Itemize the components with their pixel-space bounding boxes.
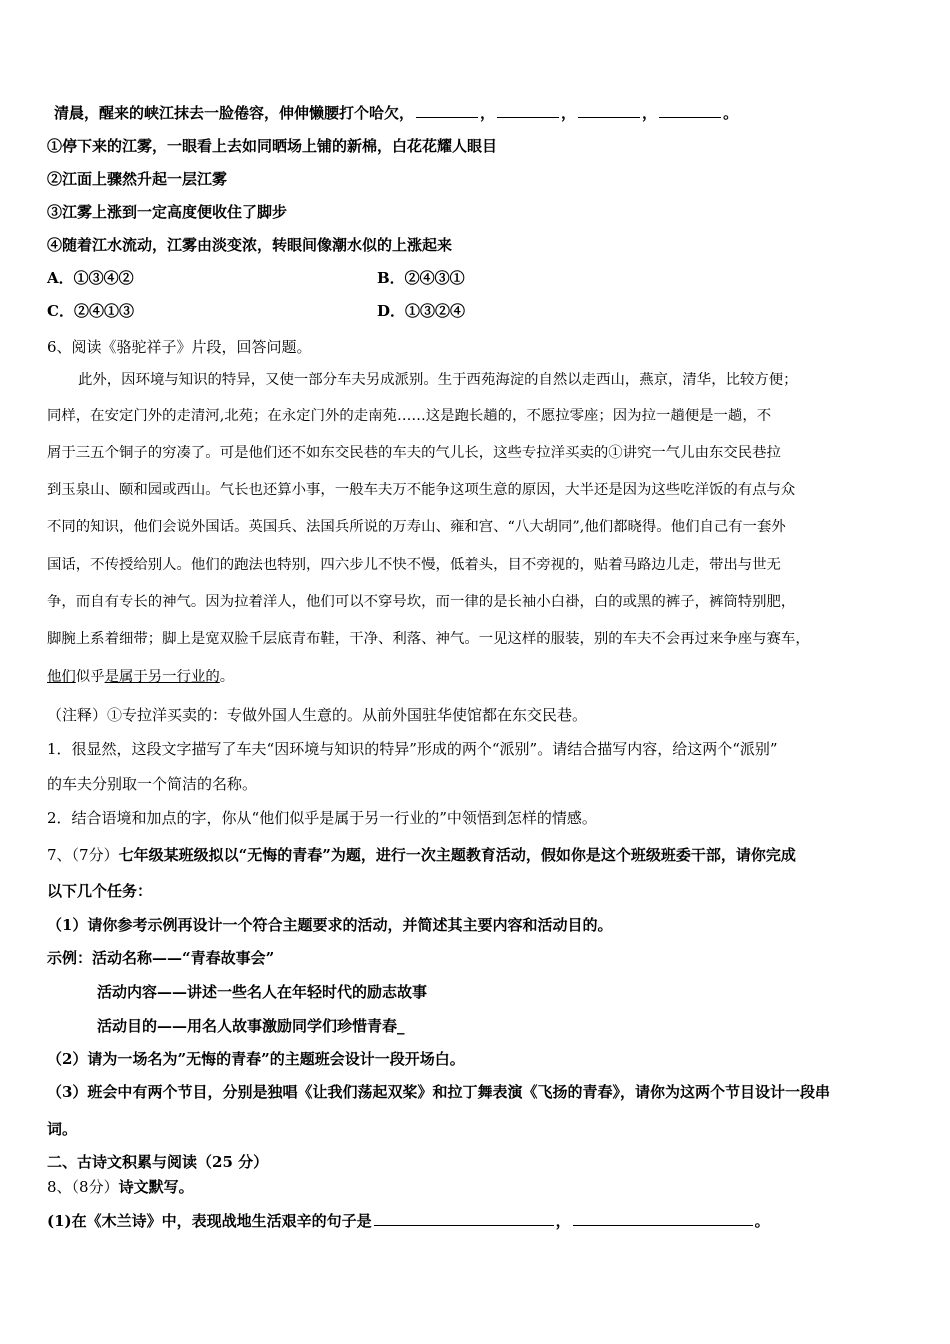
- section-2-title: 二、古诗文积累与阅读（25 分）: [47, 1153, 269, 1171]
- q6-passage-line: 争，而自有专长的神气。因为拉着洋人，他们可以不穿号坎，而一律的是长袖小白褂，白的或黑的裤子，裤筒特别肥，: [47, 594, 796, 610]
- q5-blank-1[interactable]: [416, 103, 478, 118]
- q8-sub1-text: (1)在《木兰诗》中，表现战地生活艰辛的句子是: [47, 1212, 372, 1230]
- q6-underlined-they: 他们: [47, 669, 76, 685]
- q5-item-1: ①停下来的江雾，一眼看上去如同晒场上铺的新棉，白花花耀人眼目: [47, 137, 498, 155]
- q7-line2: 以下几个任务：: [47, 882, 153, 900]
- q7-example-name: 活动名称——“青春故事会”: [92, 949, 275, 967]
- q7-task1: （1）请你参考示例再设计一个符合主题要求的活动，并简述其主要内容和活动目的。: [47, 916, 613, 934]
- q6-passage-line: 此外，因环境与知识的特异，又使一部分车夫另成派别。生于西苑海淀的自然以走西山，燕京，清华，比较方便；: [78, 372, 798, 388]
- q6-title: 6、阅读《骆驼祥子》片段，回答问题。: [47, 338, 312, 356]
- q5-option-d[interactable]: D．①③②④: [377, 302, 466, 320]
- q8-header: [47, 1177, 194, 1197]
- q5-option-c[interactable]: C．②④①③: [47, 302, 134, 320]
- q8-sub1-blank-2[interactable]: [573, 1211, 753, 1226]
- q7-example-goal: 活动目的——用名人故事激励同学们珍惜青春_: [97, 1017, 405, 1035]
- q6-sub1-line1: 1．很显然，这段文字描写了车夫“因环境与知识的特异”形成的两个“派别”。请结合描写内容，给这两个“派别”: [47, 740, 778, 758]
- q7-number: 7、（7分）: [47, 846, 119, 864]
- q7-example-label: 示例：: [47, 949, 93, 967]
- q7-example: [47, 948, 274, 968]
- q6-passage-line: 到玉泉山、颐和园或西山。气长也还算小事，一般车夫万不能争这项生意的原因，大半还是因为这些吃洋饭的有点与众: [47, 482, 796, 498]
- q8-sub1-end: 。: [754, 1212, 770, 1230]
- q5-blank-2[interactable]: [497, 103, 559, 118]
- q6-dotted-word: 似乎: [75, 669, 105, 685]
- q6-passage-last-line: [47, 667, 234, 687]
- q6-note: （注释）①专拉洋买卖的：专做外国人生意的。从前外国驻华使馆都在东交民巷。: [47, 706, 588, 724]
- q5-option-a[interactable]: A．①③④②: [47, 269, 134, 287]
- q6-last-end: 。: [219, 669, 235, 685]
- q7-example-content: 活动内容——讲述一些名人在年轻时代的励志故事: [97, 983, 428, 1001]
- q5-end: 。: [723, 104, 739, 122]
- q8-title: 诗文默写。: [118, 1178, 194, 1196]
- q5-stem: 清晨，醒来的峡江抹去一脸倦容，伸伸懒腰打个哈欠，: [54, 104, 415, 122]
- q8-sub1: [47, 1211, 770, 1231]
- q5-stem-line: [54, 103, 738, 123]
- q5-option-b[interactable]: B．②④③①: [377, 269, 465, 287]
- q7-task2: （2）请为一场名为”无悔的青春”的主题班会设计一段开场白。: [47, 1050, 465, 1068]
- q5-blank-4[interactable]: [659, 103, 721, 118]
- q5-item-4: ④随着江水流动，江雾由淡变浓，转眼间像潮水似的上涨起来: [47, 236, 453, 254]
- q6-passage-line: 同样，在安定门外的走清河,北苑；在永定门外的走南苑……这是跑长趟的，不愿拉零座；因为拉一趟便是一趟，不: [47, 408, 772, 424]
- q7-prompt: 七年级某班级拟以“无悔的青春”为题，进行一次主题教育活动，假如你是这个班级班委干部，请你完成: [118, 846, 796, 864]
- q7-line1: [47, 845, 796, 865]
- q6-passage-line: 国话，不传授给别人。他们的跑法也特别，四六步儿不快不慢，低着头，目不旁视的，贴着马路边儿走，带出与世无: [47, 557, 781, 573]
- q5-item-3: ③江雾上涨到一定高度便收住了脚步: [47, 203, 288, 221]
- q7-task3-line2: 词。: [47, 1120, 78, 1138]
- q8-sub1-sep: ，: [555, 1212, 571, 1230]
- q6-passage-line: 屑于三五个铜子的穷凑了。可是他们还不如东交民巷的车夫的气儿长，这些专拉洋买卖的①讲究一气儿由东交民巷拉: [47, 445, 781, 461]
- q8-sub1-blank-1[interactable]: [374, 1211, 554, 1226]
- q6-passage-line: 脚腕上系着细带；脚上是宽双脸千层底青布鞋，干净、利落、神气。一见这样的服装，别的车夫不会再过来争座与赛车，: [47, 631, 810, 647]
- q5-blank-3[interactable]: [578, 103, 640, 118]
- q5-item-2: ②江面上骤然升起一层江雾: [47, 170, 228, 188]
- q6-sub1-line2: 的车夫分别取一个简洁的名称。: [47, 775, 258, 793]
- q6-underlined-phrase: 是属于另一行业的: [104, 669, 220, 685]
- q6-sub2: 2．结合语境和加点的字，你从“他们似乎是属于另一行业的”中领悟到怎样的情感。: [47, 809, 597, 827]
- q8-number: 8、（8分）: [47, 1178, 119, 1196]
- q5-sep: ，: [561, 104, 577, 122]
- q6-passage-line: 不同的知识，他们会说外国话。英国兵、法国兵所说的万寿山、雍和宫、“八大胡同”,他们都晓得。他们自己有一套外: [47, 519, 786, 535]
- q7-task3-line1: （3）班会中有两个节目，分别是独唱《让我们荡起双桨》和拉丁舞表演《飞扬的青春》，请你为这两个节目设计一段串: [47, 1083, 830, 1101]
- q5-sep: ，: [480, 104, 496, 122]
- q5-sep: ，: [642, 104, 658, 122]
